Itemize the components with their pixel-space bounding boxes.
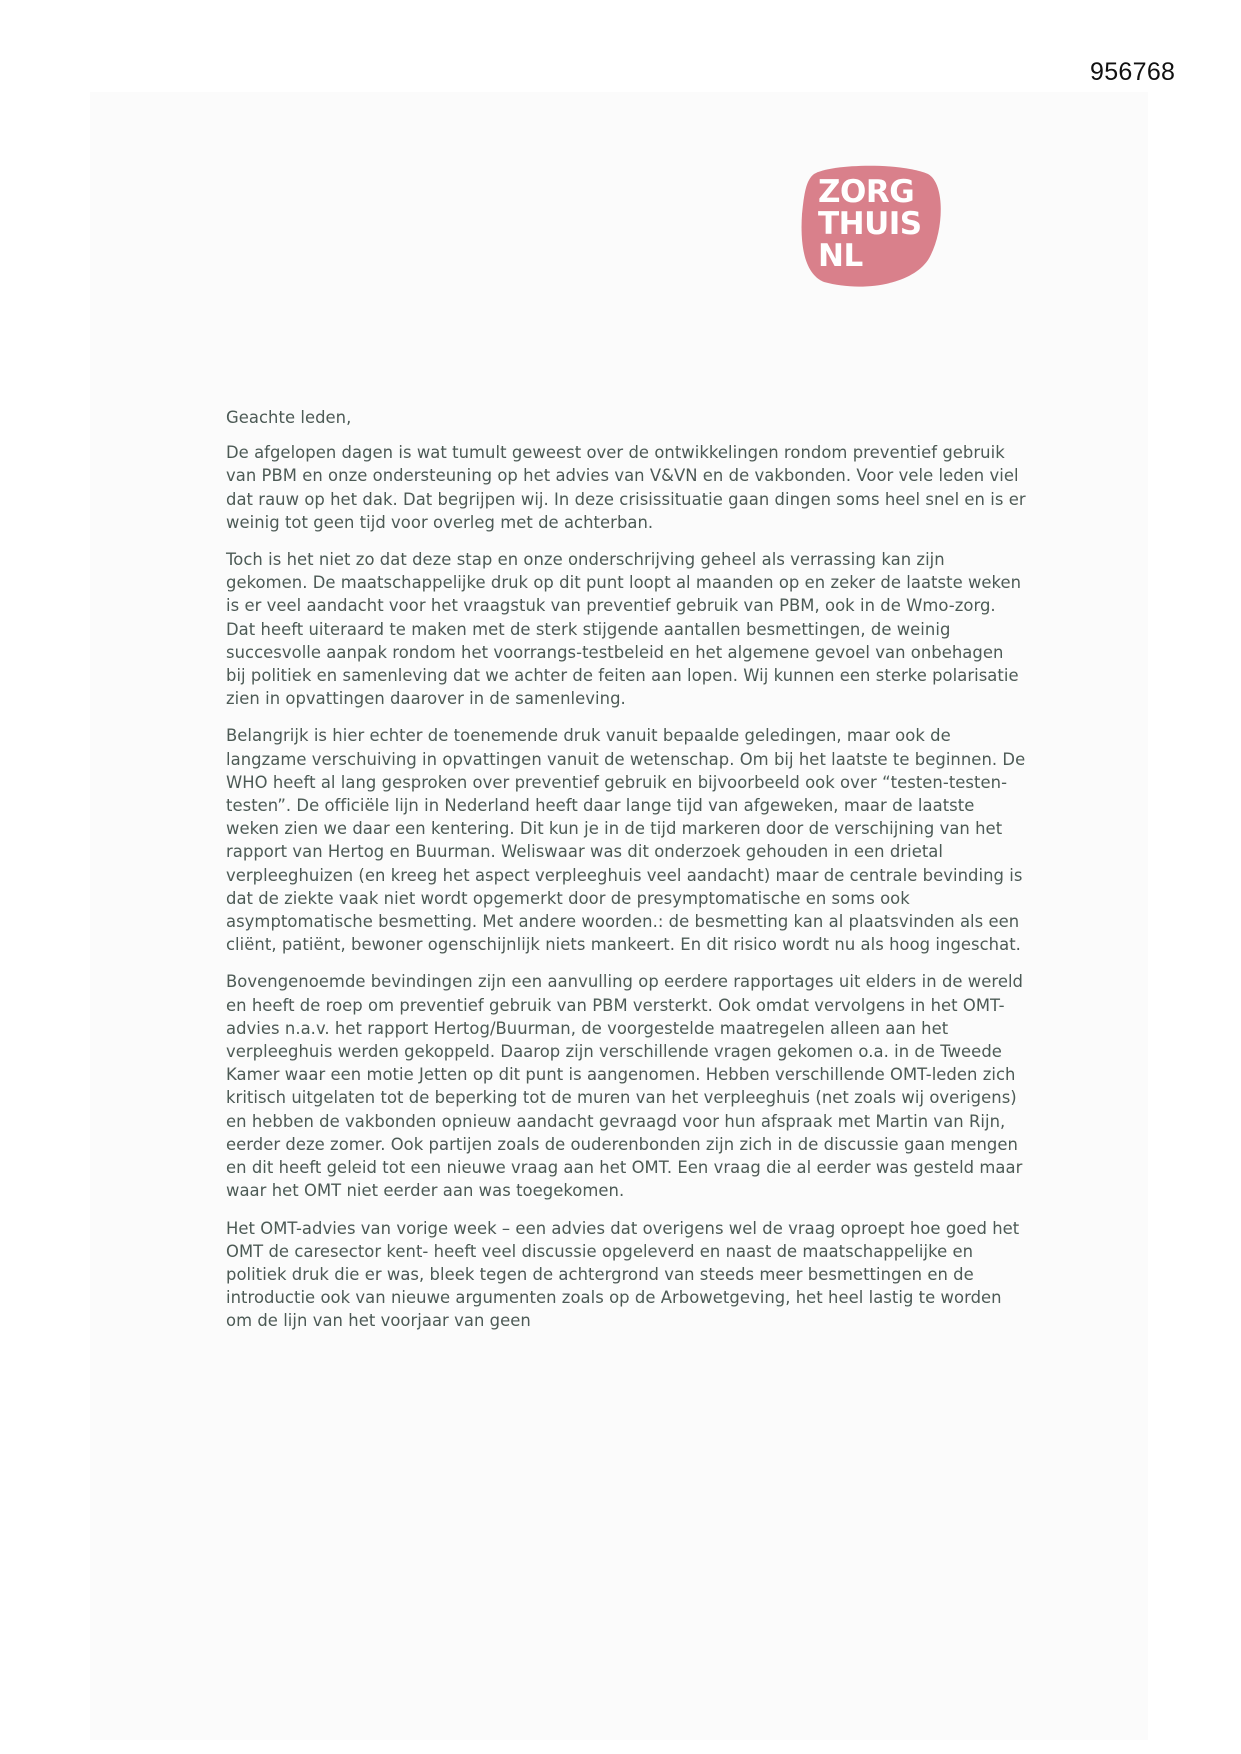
document-number: 956768: [1090, 58, 1176, 86]
salutation: Geachte leden,: [226, 408, 352, 427]
paragraph-2: Toch is het niet zo dat deze stap en onze onderschrijving geheel als verrassing kan zijn gekomen. De maatschappelijke druk op dit punt loopt al maanden op en zeker de laatste weken is er veel aandacht voor het vraagstuk van preventief gebruik van PBM, ook in de Wmo-zorg. Dat heeft uiteraard te maken met de sterk stijgende aantallen besmettingen, de weinig succesvolle aanpak rondom het voorrangs-testbeleid en het algemene gevoel van onbehagen bij politiek en samenleving dat we achter de feiten aan lopen. Wij kunnen een sterke polarisatie zien in opvattingen daarover in de samenleving.: [226, 550, 1022, 709]
zorgthuisnl-logo: [800, 164, 942, 290]
logo-line-thuis: THUIS: [818, 206, 922, 242]
paragraph-1: De afgelopen dagen is wat tumult geweest over de ontwikkelingen rondom preventief gebruik van PBM en onze ondersteuning op het advies van V&VN en de vakbonden. Voor vele leden viel dat rauw op het dak. Dat begrijpen wij. In deze crisissituatie gaan dingen soms heel snel en is er weinig tot geen tijd voor overleg met de achterban.: [226, 443, 1026, 532]
paragraph-5: Het OMT-advies van vorige week – een advies dat overigens wel de vraag oproept hoe goed het OMT de caresector kent- heeft veel discussie opgeleverd en naast de maatschappelijke en politiek druk die er was, bleek tegen de achtergrond van steeds meer besmettingen en de introductie ook van nieuwe argumenten zoals op de Arbowetgeving, het heel lastig te worden om de lijn van het voorjaar van geen: [226, 1218, 1020, 1331]
paragraph-4: Bovengenoemde bevindingen zijn een aanvulling op eerdere rapportages uit elders in de wereld en heeft de roep om preventief gebruik van PBM versterkt. Ook omdat vervolgens in het OMT-advies n.a.v. het rapport Hertog/Buurman, de voorgestelde maatregelen alleen aan het verpleeghuis werden gekoppeld. Daarop zijn verschillende vragen gekomen o.a. in de Tweede Kamer waar een motie Jetten op dit punt is aangenomen. Hebben verschillende OMT-leden zich kritisch uitgelaten tot de beperking tot de muren van het verpleeghuis (net zoals wij overigens) en hebben de vakbonden opnieuw aandacht gevraagd voor hun afspraak met Martin van Rijn, eerder deze zomer. Ook partijen zoals de ouderenbonden zijn zich in de discussie gaan mengen en dit heeft geleid tot een nieuwe vraag aan het OMT. Een vraag die al eerder was gesteld maar waar het OMT niet eerder aan was toegekomen.: [226, 972, 1024, 1201]
logo-line-zorg: ZORG: [818, 174, 915, 210]
letter-body: [226, 406, 1026, 1347]
logo-wordmark: [818, 176, 922, 272]
logo-line-nl: NL: [818, 238, 863, 274]
paragraph-3: Belangrijk is hier echter de toenemende druk vanuit bepaalde geledingen, maar ook de langzame verschuiving in opvattingen vanuit de wetenschap. Om bij het laatste te beginnen. De WHO heeft al lang gesproken over preventief gebruik en bijvoorbeeld ook over “testen-testen-testen”. De officiële lijn in Nederland heeft daar lange tijd van afgeweken, maar de laatste weken zien we daar een kentering. Dit kun je in de tijd markeren door de verschijning van het rapport van Hertog en Buurman. Weliswaar was dit onderzoek gehouden in een drietal verpleeghuizen (en kreeg het aspect verpleeghuis veel aandacht) maar de centrale bevinding is dat de ziekte vaak niet wordt opgemerkt door de presymptomatische en soms ook asymptomatische besmetting. Met andere woorden.: de besmetting kan al plaatsvinden als een cliënt, patiënt, bewoner ogenschijnlijk niets mankeert. En dit risico wordt nu als hoog ingeschat.: [226, 726, 1026, 955]
